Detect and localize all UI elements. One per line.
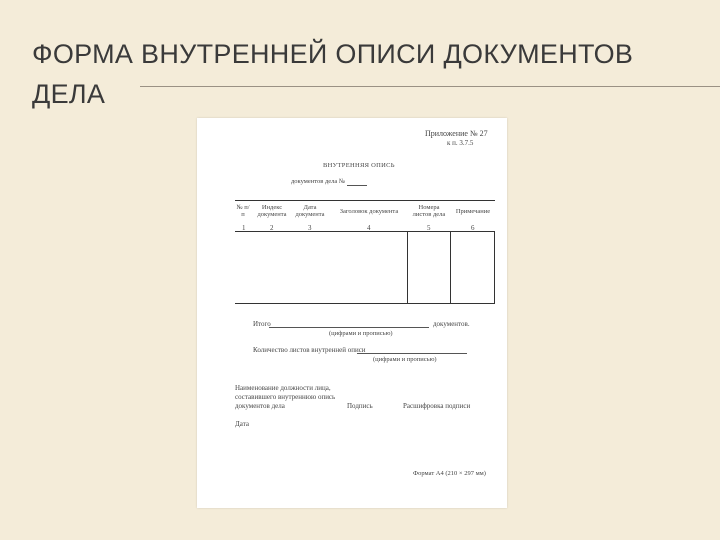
column-number-1: 1 [242, 224, 246, 232]
sheets-count-label: Количество листов внутренней описи [253, 346, 366, 354]
column-header-date: Дата документа [295, 204, 325, 218]
sheets-caption: (цифрами и прописью) [373, 356, 437, 363]
appendix-number: Приложение № 27 [425, 129, 488, 138]
table-column-divider-sheets [407, 231, 408, 303]
column-header-number: № п/п [236, 204, 250, 218]
date-label: Дата [235, 420, 249, 428]
doc-subheading: документов дела № [291, 178, 346, 185]
table-top-rule [235, 200, 495, 201]
table-column-divider-note [450, 231, 451, 303]
sheets-count-line [357, 353, 467, 354]
table-header-rule [235, 231, 495, 232]
column-number-3: 3 [308, 224, 312, 232]
signature-decryption-label: Расшифровка подписи [403, 402, 471, 410]
title-underline [140, 86, 720, 87]
format-label: Формат А4 (210 × 297 мм) [413, 470, 486, 477]
appendix-clause: к п. 3.7.5 [447, 139, 474, 147]
signer-position-line1: Наименование должности лица, [235, 384, 331, 392]
doc-heading: ВНУТРЕННЯЯ ОПИСЬ [323, 162, 395, 169]
column-header-note: Примечание [455, 208, 491, 215]
table-bottom-rule [235, 303, 495, 304]
column-header-title: Заголовок документа [339, 208, 399, 215]
signature-label: Подпись [347, 402, 373, 410]
column-header-index: Индекс документа [257, 204, 287, 218]
column-header-sheets: Номера листов дела [412, 204, 446, 218]
total-label: Итого [253, 320, 271, 328]
column-number-5: 5 [427, 224, 431, 232]
table-right-border [494, 231, 495, 303]
column-number-4: 4 [367, 224, 371, 232]
total-suffix: документов. [433, 320, 470, 328]
column-number-2: 2 [270, 224, 274, 232]
document-page [197, 118, 507, 508]
case-number-line [347, 185, 367, 186]
signer-position-line3: документов дела [235, 402, 285, 410]
slide-title: ФОРМА ВНУТРЕННЕЙ ОПИСИ ДОКУМЕНТОВ ДЕЛА [32, 39, 634, 109]
signer-position-line2: составившего внутреннюю опись [235, 393, 336, 401]
column-number-6: 6 [471, 224, 475, 232]
total-line [269, 327, 429, 328]
total-caption: (цифрами и прописью) [329, 330, 393, 337]
